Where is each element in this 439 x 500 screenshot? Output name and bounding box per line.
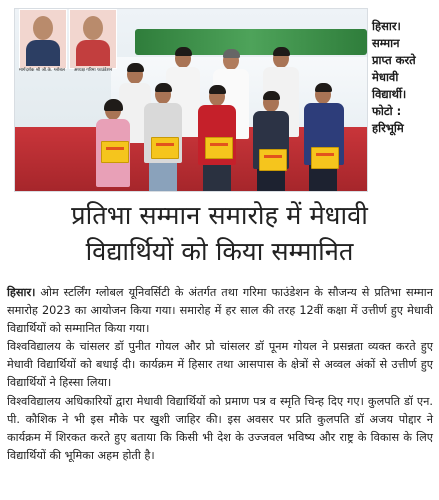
caption-line: प्राप्त करते <box>372 53 416 67</box>
article-body <box>7 284 433 465</box>
certificate <box>259 149 287 171</box>
caption-line: मेधावी <box>372 70 399 84</box>
headline <box>0 198 439 270</box>
caption-line: फोटो : <box>372 104 402 118</box>
paragraph-2: विश्वविद्यालय के चांसलर डॉ पुनीत गोयल और प्रो चांसलर डॉ पूनम गोयल ने प्रसन्नता व्यक्त करते हुए मेधावी विद्यार्थियों को बधाई दी। कार्यक्रम में हिसार तथा आसपास के क्षेत्रों से अव्वल अंकों से उत्तीर्ण हुए विद्यार्थियों ने हिस्सा लिया। <box>7 340 433 390</box>
inset-portrait-left <box>19 9 67 69</box>
dateline: हिसार। <box>7 286 36 299</box>
certificate <box>205 137 233 159</box>
inset-caption-right: अध्यक्ष गरिमा फाउंडेशन <box>73 68 113 73</box>
caption-line: हरिभूमि <box>372 121 404 135</box>
event-photo <box>14 8 368 192</box>
inset-portrait-right <box>69 9 117 69</box>
photo-caption <box>372 18 434 137</box>
paragraph-1 <box>7 284 433 338</box>
certificate <box>101 141 129 163</box>
caption-line: सम्मान <box>372 36 400 50</box>
headline-line-1: प्रतिभा सम्मान समारोह में मेधावी <box>71 201 368 231</box>
caption-line: हिसार। <box>372 19 401 33</box>
paragraph-3: विश्वविद्यालय अधिकारियों द्वारा मेधावी विद्यार्थियों को प्रमाण पत्र व स्मृति चिन्ह दिए गए। कुलपति डॉ एन. पी. कौशिक ने भी इस मौके पर खुशी जाहिर की। इस अवसर पर प्रति कुलपति डॉ अजय पोद्दार ने कार्यक्रम में शिरकत करते हुए बताया कि किसी भी देश के उज्जवल भविष्य और राष्ट्र के विकास के लिए विद्यार्थियों की भूमिका अहम होती है। <box>7 394 433 462</box>
headline-line-2: विद्यार्थियों को किया सम्मानित <box>85 237 354 267</box>
certificate <box>151 137 179 159</box>
certificate <box>311 147 339 169</box>
paragraph-1-text: ओम स्टर्लिंग ग्लोबल यूनिवर्सिटी के अंतर्गत तथा गरिमा फाउंडेशन के सौजन्य से प्रतिभा सम्मान समारोह 2023 का आयोजन किया गया। समारोह में हर साल की तरह 12वीं कक्षा में उत्तीर्ण हुए मेधावी विद्यार्थियों को सम्मानित किया गया। <box>7 286 433 336</box>
stage-banner-green <box>135 29 367 55</box>
inset-caption-left: मार्गदर्शक श्री जी.के. ग्लोबल <box>19 68 65 73</box>
caption-line: विद्यार्थी। <box>372 87 407 101</box>
